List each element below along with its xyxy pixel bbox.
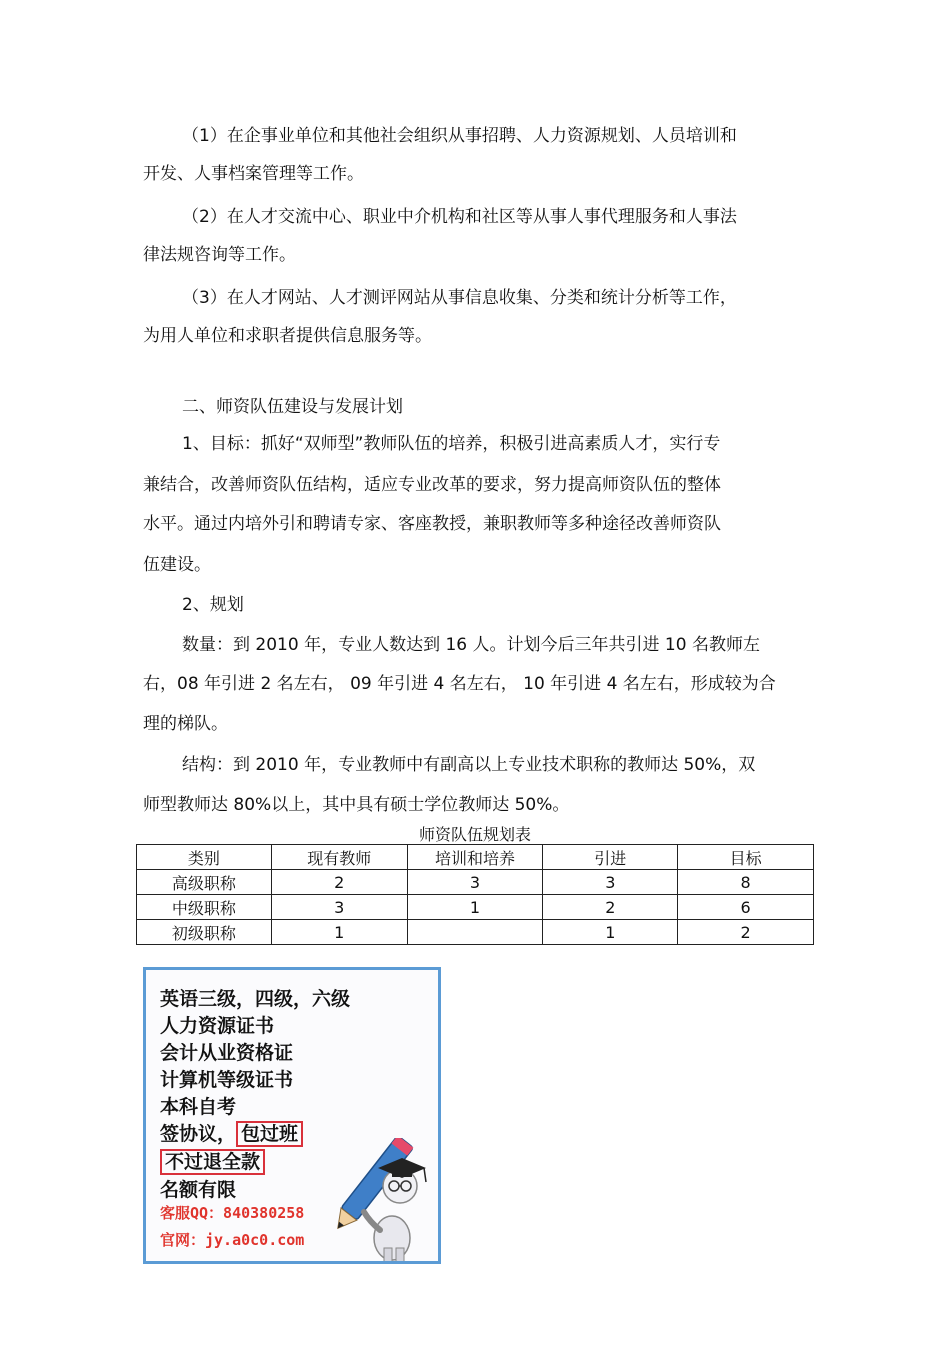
ad-line: 人力资源证书 [160,1015,275,1037]
table-cell: 3 [543,870,678,895]
header-training: 培训和培养 [407,845,543,870]
advertisement-image [143,967,441,1264]
paragraph-line: 开发、人事档案管理等工作。 [143,164,364,184]
table-header-row [137,845,814,870]
table-row [137,895,814,920]
section-heading: 二、师资队伍建设与发展计划 [182,397,403,417]
table-cell: 1 [543,920,678,945]
paragraph-line: （2）在人才交流中心、职业中介机构和社区等从事人事代理服务和人事法 [182,207,737,227]
ad-line: 本科自考 [160,1096,237,1118]
paragraph-line: 为用人单位和求职者提供信息服务等。 [143,326,432,346]
paragraph-line: 结构：到 2010 年，专业教师中有副高以上专业技术职称的教师达 50%，双 [182,755,756,775]
faculty-plan-table [136,844,814,945]
table-cell: 8 [678,870,814,895]
ad-line: 会计从业资格证 [160,1042,294,1064]
table-caption: 师资队伍规划表 [418,825,531,844]
ad-agreement-line [160,1119,303,1146]
paragraph-line: 伍建设。 [143,555,211,575]
ad-boxed-guarantee: 包过班 [236,1121,303,1147]
pencil-mascot-icon [304,1138,434,1262]
ad-line: 英语三级，四级，六级 [160,988,351,1010]
header-recruit: 引进 [543,845,678,870]
table-cell: 1 [271,920,407,945]
table-cell: 3 [271,895,407,920]
paragraph-line: 律法规咨询等工作。 [143,245,296,265]
ad-qq: 客服QQ：840380258 [160,1204,305,1222]
table-cell: 2 [678,920,814,945]
paragraph-line: 数量：到 2010 年，专业人数达到 16 人。计划今后三年共引进 10 名教师左 [182,635,760,655]
paragraph-line: 理的梯队。 [143,714,228,734]
paragraph-line: 兼结合，改善师资队伍结构，适应专业改革的要求，努力提高师资队伍的整体 [143,475,721,495]
table-cell: 3 [407,870,543,895]
table-cell: 2 [543,895,678,920]
table-cell: 2 [271,870,407,895]
table-cell: 高级职称 [137,870,272,895]
table-cell: 6 [678,895,814,920]
table-cell: 初级职称 [137,920,272,945]
header-current: 现有教师 [271,845,407,870]
table-cell: 中级职称 [137,895,272,920]
ad-boxed-refund: 不过退全款 [160,1149,265,1175]
paragraph-line: （1）在企事业单位和其他社会组织从事招聘、人力资源规划、人员培训和 [182,126,737,146]
ad-refund-line [160,1147,265,1174]
ad-line: 计算机等级证书 [160,1069,294,1091]
paragraph-line: 1、目标：抓好“双师型”教师队伍的培养，积极引进高素质人才，实行专 [182,434,721,454]
header-target: 目标 [678,845,814,870]
header-category: 类别 [137,845,272,870]
paragraph-line: （3）在人才网站、人才测评网站从事信息收集、分类和统计分析等工作， [182,288,737,308]
paragraph-line: 水平。通过内培外引和聘请专家、客座教授，兼职教师等多种途径改善师资队 [143,514,721,534]
paragraph-line: 师型教师达 80%以上，其中具有硕士学位教师达 50%。 [143,795,570,815]
table-row [137,870,814,895]
paragraph-line: 右，08 年引进 2 名左右， 09 年引进 4 名左右， 10 年引进 4 名左右，形成较为合 [143,674,776,694]
table-cell: 1 [407,895,543,920]
ad-agreement-prefix: 签协议， [160,1123,237,1145]
ad-website: 官网：jy.a0c0.com [160,1231,305,1249]
table-cell [407,920,543,945]
ad-line: 名额有限 [160,1179,237,1201]
subsection-heading: 2、规划 [182,595,244,615]
table-row [137,920,814,945]
